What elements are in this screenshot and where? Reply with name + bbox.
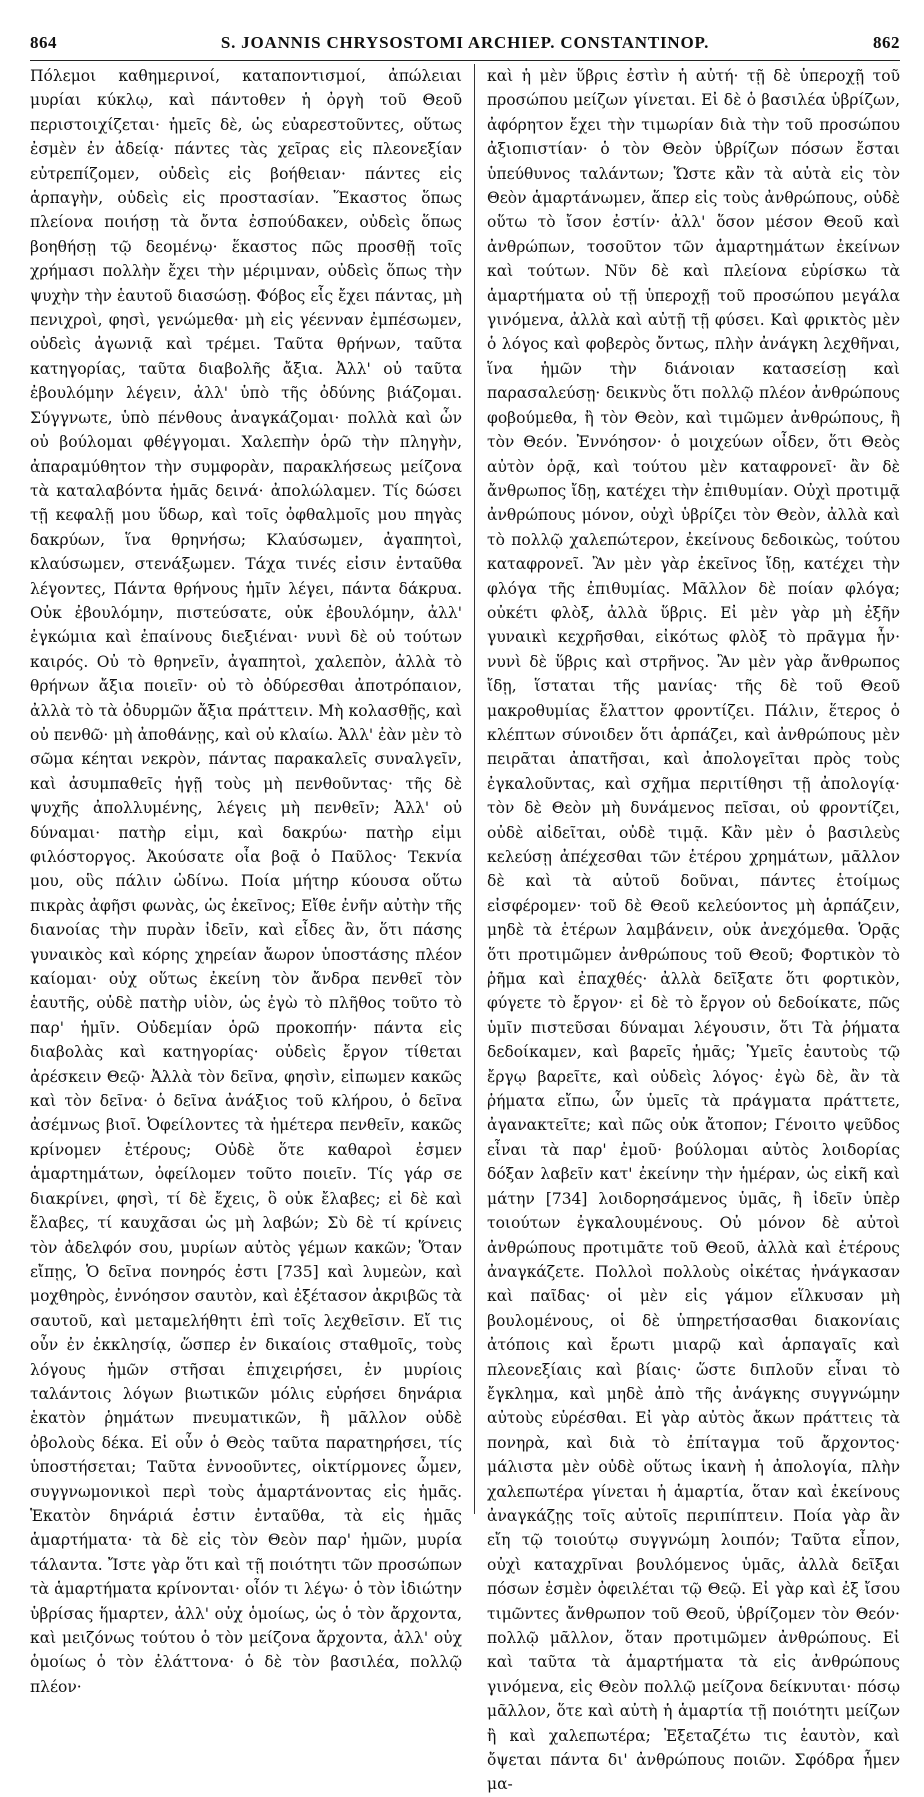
page-number-right: 862 xyxy=(873,33,900,52)
right-column-text: καὶ ἡ μὲν ὕβρις ἐστὶν ἡ αὐτή· τῇ δὲ ὑπεροχῇ τοῦ προσώπου μείζων γίνεται. Εἰ δὲ ὁ βασιλέα ὑβρίζων, ἀφόρητον ἔχει τὴν τιμωρίαν διὰ τὴν τοῦ προσώπου ἀξιοπιστίαν· ὁ τὸν Θεὸν ὑβρίζων πόσων ἔσται ὑπεύθυνος ταλάντων; Ὥστε κἂν τὰ αὐτὰ εἰς τὸν Θεὸν ἁμαρτάνωμεν, ἅπερ εἰς τοὺς ἀνθρώπους, οὐδὲ οὕτω τὸ ἴσον ἐστίν· ἀλλ' ὅσον μέσον Θεοῦ καὶ ἀνθρώπων, τοσοῦτον τῶν ἁμαρτημάτων ἐκείνων καὶ τούτων. Νῦν δὲ καὶ πλείονα εὑρίσκω τὰ ἁμαρτήματα οὐ τῇ ὑπεροχῇ τοῦ προσώπου μεγάλα γινόμενα, ἀλλὰ καὶ αὐτῇ τῇ φύσει. Καὶ φρικτὸς μὲν ὁ λόγος καὶ φοβερὸς ὄντως, πλὴν ἀνάγκη λεχθῆναι, ἵνα ἡμῶν τὴν διάνοιαν κατασείσῃ καὶ παρασαλεύσῃ· δεικνὺς ὅτι πολλῷ πλέον ἀνθρώπους φοβούμεθα, ἢ τὸν Θεὸν, καὶ τιμῶμεν ἀνθρώπους, ἢ τὸν Θεόν. Ἐννόησον· ὁ μοιχεύων οἶδεν, ὅτι Θεὸς αὐτὸν ὁρᾷ, καὶ τούτου μὲν καταφρονεῖ· ἂν δὲ ἄνθρωπος ἴδῃ, κατέχει τὴν ἐπιθυμίαν. Οὐχὶ προτιμᾷ ἀνθρώπους μόνον, οὐχὶ ὑβρίζει τὸν Θεὸν, ἀλλὰ καὶ τὸ πολλῷ χαλεπώτερον, ἐκείνους δεδοικὼς, τούτου καταφρονεῖ. Ἂν μὲν γὰρ ἐκεῖνος ἴδῃ, κατέχει τὴν φλόγα τῆς ἐπιθυμίας. Μᾶλλον δὲ ποίαν φλόγα; οὐκέτι φλὸξ, ἀλλὰ ὕβρις. Εἰ μὲν γὰρ μὴ ἐξῆν γυναικὶ κεχρῆσθαι, εἰκότως φλὸξ τὸ πρᾶγμα ἦν· νυνὶ δὲ ὕβρις καὶ στρῆνος. Ἂν μὲν γὰρ ἄνθρωπος ἴδῃ, ἵσταται τῆς μανίας· τῆς δὲ τοῦ Θεοῦ μακροθυμίας ἔλαττον φροντίζει. Πάλιν, ἕτερος ὁ κλέπτων σύνοιδεν ὅτι ἁρπάζει, καὶ ἀνθρώπους μὲν πειρᾶται ἀπατῆσαι, καὶ ἀπολογεῖται πρὸς τοὺς ἐγκαλοῦντας, καὶ σχῆμα περιτίθησι τῇ ἀπολογίᾳ· τὸν δὲ Θεὸν μὴ δυνάμενος πεῖσαι, οὐ φροντίζει, οὐδὲ αἰδεῖται, οὐδὲ τιμᾷ. Κἂν μὲν ὁ βασιλεὺς κελεύσῃ ἀπέχεσθαι τῶν ἑτέρου χρημάτων, μᾶλλον δὲ καὶ τὰ αὐτοῦ δοῦναι, πάντες ἑτοίμως εἰσφέρομεν· τοῦ δὲ Θεοῦ κελεύοντος μὴ ἁρπάζειν, μηδὲ τὰ ἑτέρων λαμβάνειν, οὐκ ἀνεχόμεθα. Ὁρᾷς ὅτι προτιμῶμεν ἀνθρώπους τοῦ Θεοῦ; Φορτικὸν τὸ ῥῆμα καὶ ἐπαχθές· ἀλλὰ δεῖξατε ὅτι φορτικὸν, φύγετε τὸ ἔργον· εἰ δὲ τὸ ἔργον οὐ δεδοίκατε, πῶς ὑμῖν πιστεῦσαι δύναμαι λέγουσιν, ὅτι Τὰ ῥήματα δεδοίκαμεν, καὶ βαρεῖς ἡμᾶς; Ὑμεῖς ἑαυτοὺς τῷ ἔργῳ βαρεῖτε, καὶ οὐδεὶς λόγος· ἐγὼ δὲ, ἂν τὰ ῥήματα εἴπω, ὧν ὑμεῖς τὰ πράγματα πράττετε, ἀγανακτεῖτε; καὶ πῶς οὐκ ἄτοπον; Γένοιτο ψεῦδος εἶναι τὰ παρ' ἐμοῦ· βούλομαι αὐτὸς λοιδορίας δόξαν λαβεῖν κατ' ἐκείνην τὴν ἡμέραν, ὡς εἰκῆ καὶ μάτην [734] λοιδορησάμενος ὑμᾶς, ἢ ἰδεῖν ὑπὲρ τοιούτων ἐγκαλουμένους. Οὐ μόνον δὲ αὐτοὶ ἀνθρώπους προτιμᾶτε τοῦ Θεοῦ, ἀλλὰ καὶ ἑτέρους ἀναγκάζετε. Πολλοὶ πολλοὺς οἰκέτας ἠνάγκασαν καὶ παῖδας· οἱ μὲν εἰς γάμον εἵλκυσαν μὴ βουλομένους, οἱ δὲ ὑπηρετήσασθαι διακονίαις ἀτόποις καὶ ἔρωτι μιαρῷ καὶ ἁρπαγαῖς καὶ πλεονεξίαις καὶ βίαις· ὥστε διπλοῦν εἶναι τὸ ἔγκλημα, καὶ μηδὲ ἀπὸ τῆς ἀνάγκης συγγνώμην αὐτοὺς εὑρέσθαι. Εἰ γὰρ αὐτὸς ἄκων πράττεις τὰ πονηρὰ, καὶ διὰ τὸ ἐπίταγμα τοῦ ἄρχοντος· μάλιστα μὲν οὐδὲ οὕτως ἱκανὴ ἡ ἀπολογία, πλὴν χαλεπωτέρα γίνεται ἡ ἁμαρτία, ὅταν καὶ ἐκείνους ἀναγκάζῃς τοῖς αὐτοῖς περιπίπτειν. Ποία γὰρ ἂν εἴη τῷ τοιούτῳ συγγνώμη λοιπόν; Ταῦτα εἶπον, οὐχὶ καταχρῖναι βουλόμενος ὑμᾶς, ἀλλὰ δεῖξαι πόσων ἐσμὲν ὀφειλέται τῷ Θεῷ. Εἰ γὰρ καὶ ἐξ ἴσου τιμῶντες ἄνθρωπον τοῦ Θεοῦ, ὑβρίζομεν τὸν Θεόν· πολλῷ μᾶλλον, ὅταν προτιμῶμεν ἀνθρώπους. Εἰ καὶ ταῦτα τὰ ἁμαρτήματα τὰ εἰς ἀνθρώπους γινόμενα, εἰς Θεὸν πολλῷ μείζονα δείκνυται· πόσῳ μᾶλλον, ὅτε καὶ αὐτὴ ἡ ἁμαρτία τῇ ποιότητι μείζων ἢ καὶ χαλεπωτέρα; Ἐξεταζέτω τις ἑαυτὸν, καὶ ὄψεται πάντα δι' ἀνθρώπους ποιῶν. Σφόδρα ἧμεν μα- xyxy=(487,67,900,1794)
text-column-right xyxy=(487,64,900,1794)
left-column-text: Πόλεμοι καθημερινοί, καταποντισμοί, ἀπώλειαι μυρίαι κύκλῳ, καὶ πάντοθεν ἡ ὀργὴ τοῦ Θεοῦ περιστοιχίζεται· ἡμεῖς δὲ, ὡς εὐαρεστοῦντες, οὕτως ἐσμὲν ἐν ἀδείᾳ· πάντες τὰς χεῖρας εἰς πλεονεξίαν εὐτρεπίζομεν, οὐδεὶς εἰς βοήθειαν· πάντες εἰς ἁρπαγὴν, οὐδεὶς εἰς προστασίαν. Ἕκαστος ὅπως πλείονα ποιήσῃ τὰ ὄντα ἐσπούδακεν, οὐδεὶς ὅπως βοηθήσῃ τῷ δεομένῳ· ἕκαστος πῶς προσθῇ τοῖς χρήμασι πολλὴν ἔχει τὴν μέριμναν, οὐδεὶς ὅπως τὴν ψυχὴν τὴν ἑαυτοῦ διασώσῃ. Φόβος εἷς ἔχει πάντας, μὴ πενιχροὶ, φησὶ, γενώμεθα· μὴ εἰς γέενναν ἐμπέσωμεν, οὐδεὶς ἀγωνιᾷ καὶ τρέμει. Ταῦτα θρήνων, ταῦτα κατηγορίας, ταῦτα διαβολῆς ἄξια. Ἀλλ' οὐ ταῦτα ἐβουλόμην λέγειν, ἀλλ' ὑπὸ τῆς ὀδύνης βιάζομαι. Σύγγνωτε, ὑπὸ πένθους ἀναγκάζομαι· πολλὰ καὶ ὧν οὐ βούλομαι φθέγγομαι. Χαλεπὴν ὁρῶ τὴν πληγὴν, ἀπαραμύθητον τὴν συμφορὰν, παρακλήσεως μείζονα τὰ καταλαβόντα ἡμᾶς δεινά· ἀπολώλαμεν. Τίς δώσει τῇ κεφαλῇ μου ὕδωρ, καὶ τοῖς ὀφθαλμοῖς μου πηγὰς δακρύων, ἵνα θρηνήσω; Κλαύσωμεν, ἀγαπητοὶ, κλαύσωμεν, στενάξωμεν. Τάχα τινές εἰσιν ἐνταῦθα λέγοντες, Πάντα θρήνους ἡμῖν λέγει, πάντα δάκρυα. Οὐκ ἐβουλόμην, πιστεύσατε, οὐκ ἐβουλόμην, ἀλλ' ἐγκώμια καὶ ἐπαίνους διεξιέναι· νυνὶ δὲ οὐ τούτων καιρός. Οὐ τὸ θρηνεῖν, ἀγαπητοὶ, χαλεπὸν, ἀλλὰ τὸ θρήνων ἄξια ποιεῖν· οὐ τὸ ὀδύρεσθαι ἀποτρόπαιον, ἀλλὰ τὸ τὰ ὀδυρμῶν ἄξια πράττειν. Μὴ κολασθῇς, καὶ οὐ πενθῶ· μὴ ἀποθάνῃς, καὶ οὐ κλαίω. Ἀλλ' ἐὰν μὲν τὸ σῶμα κέηται νεκρὸν, πάντας παρακαλεῖς συναλγεῖν, καὶ ἀσυμπαθεῖς ἡγῇ τοὺς μὴ πενθοῦντας· τῆς δὲ ψυχῆς ἀπολλυμένης, λέγεις μὴ πενθεῖν; Ἀλλ' οὐ δύναμαι· πατὴρ εἰμι, καὶ δακρύω· πατὴρ εἰμι φιλόστοργος. Ἀκούσατε οἷα βοᾷ ὁ Παῦλος· Τεκνία μου, οὓς πάλιν ὠδίνω. Ποία μήτηρ κύουσα οὕτω πικρὰς ἀφῆσι φωνὰς, ὡς ἐκεῖνος; Εἴθε ἐνῆν αὐτὴν τῆς διανοίας τὴν πυρὰν ἰδεῖν, καὶ εἶδες ἂν, ὅτι πάσης γυναικὸς καὶ κόρης χηρείαν ἄωρον ὑποστάσης πλέον καίομαι· οὐχ οὕτως ἐκείνη τὸν ἄνδρα πενθεῖ τὸν ἑαυτῆς, οὐδὲ πατὴρ υἱὸν, ὡς ἐγὼ τὸ πλῆθος τοῦτο τὸ παρ' ἡμῖν. Οὐδεμίαν ὁρῶ προκοπήν· πάντα εἰς διαβολὰς καὶ κατηγορίας· οὐδεὶς ἔργον τίθεται ἀρέσκειν Θεῷ· Ἀλλὰ τὸν δεῖνα, φησὶν, εἰπωμεν κακῶς καὶ τὸν δεῖνα· ὁ δεῖνα ἀνάξιος τοῦ κλήρου, ὁ δεῖνα ἀσέμνως βιοῖ. Ὀφείλοντες τὰ ἡμέτερα πενθεῖν, κακῶς κρίνομεν ἑτέρους; Οὐδὲ ὅτε καθαροὶ ἐσμεν ἁμαρτημάτων, ὀφείλομεν τοῦτο ποιεῖν. Τίς γάρ σε διακρίνει, φησὶ, τί δὲ ἔχεις, ὃ οὐκ ἔλαβες; εἰ δὲ καὶ ἔλαβες, τί καυχᾶσαι ὡς μὴ λαβών; Σὺ δὲ τί κρίνεις τὸν ἀδελφόν σου, μυρίων αὐτὸς γέμων κακῶν; Ὅταν εἴπῃς, Ὁ δεῖνα πονηρός ἐστι [735] καὶ λυμεὼν, καὶ μοχθηρὸς, ἐννόησον σαυτὸν, καὶ ἐξέτασον ἀκριβῶς τὰ σαυτοῦ, καὶ μεταμελήθητι ἐπὶ τοῖς λεχθεῖσιν. Εἴ τις οὖν ἐν ἐκκλησίᾳ, ὥσπερ ἐν δικαίοις σταθμοῖς, τοὺς λόγους ἡμῶν στῆσαι ἐπιχειρήσει, ἐν μυρίοις ταλάντοις λόγων βιωτικῶν μόλις εὑρήσει δηνάρια ἑκατὸν ῥημάτων πνευματικῶν, ἢ μᾶλλον οὐδὲ ὀβολοὺς δέκα. Εἰ οὖν ὁ Θεὸς ταῦτα παρατηρήσει, τίς ὑποστήσεται; Ταῦτα ἐννοοῦντες, οἰκτίρμονες ὦμεν, συγγνωμονικοὶ περὶ τοὺς ἁμαρτάνοντας εἰς ἡμᾶς. Ἑκατὸν δηνάριά ἐστιν ἐνταῦθα, τὰ εἰς ἡμᾶς ἁμαρτήματα· τὰ δὲ εἰς τὸν Θεὸν παρ' ἡμῶν, μυρία τάλαντα. Ἴστε γὰρ ὅτι καὶ τῇ ποιότητι τῶν προσώπων τὰ ἁμαρτήματα κρίνονται· οἷόν τι λέγω· ὁ τὸν ἰδιώτην ὑβρίσας ἥμαρτεν, ἀλλ' οὐχ ὁμοίως, ὡς ὁ τὸν ἄρχοντα, καὶ μειζόνως τούτου ὁ τὸν μείζονα ἄρχοντα, ἀλλ' οὐχ ὁμοίως ὁ τὸν ἐλάττονα· ὁ δὲ τὸν βασιλέα, πολλῷ πλέον· xyxy=(30,67,462,1696)
page-header xyxy=(30,33,900,57)
page-number-left: 864 xyxy=(30,33,57,52)
header-rule xyxy=(30,60,900,61)
running-title: S. JOANNIS CHRYSOSTOMI ARCHIEP. CONSTANTINOP. xyxy=(220,33,710,52)
text-column-left xyxy=(30,64,462,1696)
column-divider xyxy=(474,64,475,1514)
